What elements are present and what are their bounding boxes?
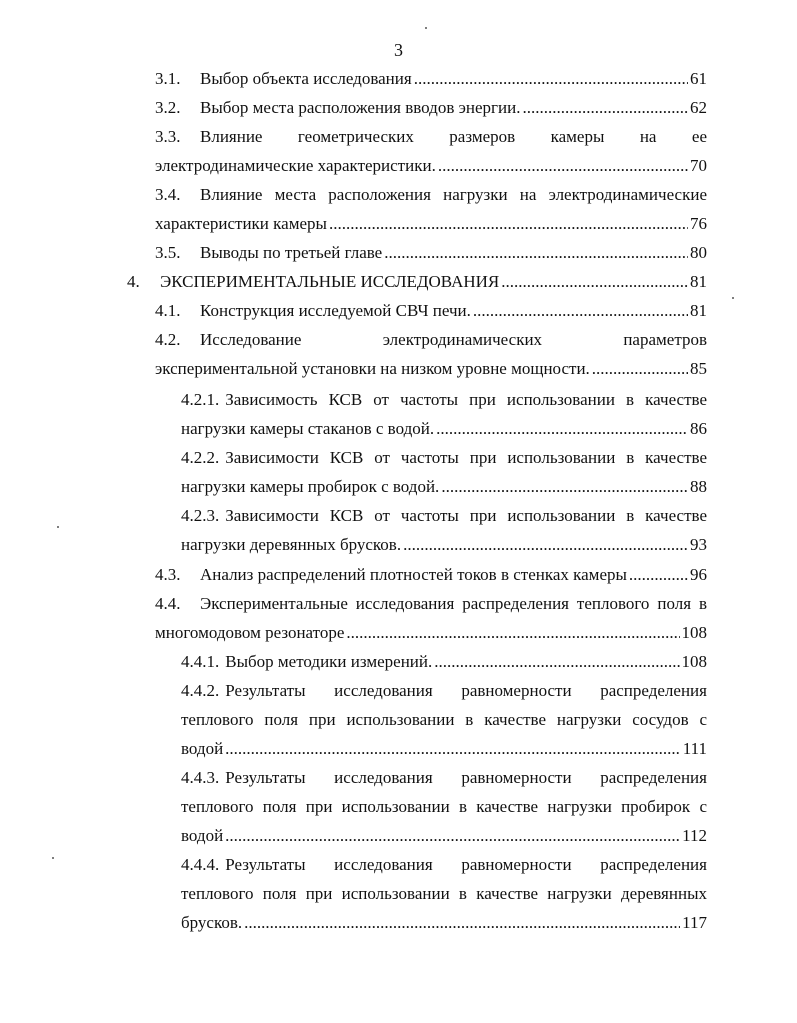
toc-entry-4-4-2-line2 (181, 705, 707, 734)
dot-leader (438, 151, 688, 180)
entry-title-line: теплового поля при использовании в качестве нагрузки деревянных (181, 884, 707, 903)
toc-entry-4-4-1[interactable] (181, 647, 707, 676)
entry-number: 4.2.3. (181, 506, 220, 525)
scan-speck (732, 297, 734, 299)
entry-page: 81 (690, 272, 707, 291)
word: исследования (334, 768, 433, 787)
dot-leader (592, 354, 688, 383)
entry-title: Выбор объекта исследования (200, 69, 412, 88)
entry-number: 4.4.1. (181, 652, 220, 671)
entry-title: ЭКСПЕРИМЕНТАЛЬНЫЕ ИССЛЕДОВАНИЯ (160, 272, 500, 291)
entry-page: 81 (690, 301, 707, 320)
word: равномерности (461, 768, 572, 787)
entry-title: Конструкция исследуемой СВЧ печи. (200, 301, 471, 320)
toc-entry-4-4-cont (155, 618, 707, 647)
entry-title-cont: нагрузки камеры пробирок с водой. (181, 477, 440, 496)
dot-leader (434, 647, 679, 676)
dot-leader (473, 296, 688, 325)
entry-page: 70 (690, 156, 707, 175)
word: равномерности (461, 855, 572, 874)
entry-title: Выводы по третьей главе (200, 243, 383, 262)
dot-leader (384, 238, 688, 267)
entry-title-cont: многомодовом резонаторе (155, 623, 345, 642)
dot-leader (441, 472, 688, 501)
scan-speck (57, 526, 59, 528)
entry-page: 61 (690, 69, 707, 88)
entry-page: 86 (690, 419, 707, 438)
toc-entry-3-2[interactable] (155, 93, 707, 122)
entry-number: 4.4.2. (181, 681, 220, 700)
word: Исследование (200, 330, 302, 349)
word: распределения (600, 855, 707, 874)
entry-number: 4.4.4. (181, 855, 220, 874)
toc-entry-4-2-cont (155, 354, 707, 383)
toc-entry-4-4[interactable] (155, 589, 707, 618)
entry-number: 4. (127, 272, 140, 291)
toc-entry-4-4-3-cont (181, 821, 707, 850)
entry-page: 80 (690, 243, 707, 262)
entry-page: 112 (682, 826, 707, 845)
word: геометрических (297, 127, 414, 146)
entry-page: 96 (690, 565, 707, 584)
scan-speck (425, 27, 427, 29)
dot-leader (244, 908, 680, 937)
dot-leader (225, 821, 680, 850)
toc-entry-4-4-3-line2 (181, 792, 707, 821)
entry-number: 3.2. (155, 98, 181, 117)
dot-leader (414, 64, 688, 93)
word: электродинамических (382, 330, 543, 349)
page-number: 3 (394, 40, 403, 60)
entry-page: 62 (690, 98, 707, 117)
entry-title-line: теплового поля при использовании в качестве нагрузки пробирок с (181, 797, 707, 816)
entry-title: Анализ распределений плотностей токов в стенках камеры (200, 565, 627, 584)
entry-title: Выбор места расположения вводов энергии. (200, 98, 521, 117)
entry-number: 4.4.3. (181, 768, 220, 787)
dot-leader (225, 734, 681, 763)
entry-page: 108 (681, 652, 707, 671)
entry-number: 4.3. (155, 565, 181, 584)
toc-entry-4-2-2-cont (181, 472, 707, 501)
entry-title-cont: экспериментальной установки на низком уровне мощности. (155, 359, 590, 378)
entry-title-line: Влияние места расположения нагрузки на электродинамические (200, 185, 707, 204)
word: Результаты (225, 855, 306, 874)
entry-page: 93 (690, 535, 707, 554)
toc-entry-3-3-cont (155, 151, 707, 180)
toc-entry-4[interactable] (127, 267, 707, 296)
toc-entry-4-2-2[interactable] (181, 443, 707, 472)
entry-page: 111 (682, 739, 707, 758)
dot-leader (629, 560, 688, 589)
entry-number: 4.4. (155, 594, 181, 613)
entry-number: 3.5. (155, 243, 181, 262)
entry-title-line (200, 122, 707, 151)
toc-entry-4-1[interactable] (155, 296, 707, 325)
entry-number: 3.4. (155, 185, 181, 204)
entry-page: 85 (690, 359, 707, 378)
word: параметров (623, 330, 707, 349)
entry-number: 4.2. (155, 330, 181, 349)
toc-entry-3-5[interactable] (155, 238, 707, 267)
toc-entry-3-3[interactable] (155, 122, 707, 151)
toc-entry-3-4[interactable] (155, 180, 707, 209)
entry-number: 4.2.1. (181, 390, 220, 409)
word: Влияние (200, 127, 263, 146)
toc-entry-3-4-cont (155, 209, 707, 238)
dot-leader (522, 93, 688, 122)
entry-title-line: Зависимости КСВ от частоты при использовании в качестве (225, 506, 707, 525)
word: распределения (600, 768, 707, 787)
entry-title-line: теплового поля при использовании в качестве нагрузки сосудов с (181, 710, 707, 729)
entry-number: 3.1. (155, 69, 181, 88)
entry-title-line (225, 850, 707, 879)
entry-page: 76 (690, 214, 707, 233)
entry-title-line: Экспериментальные исследования распределения теплового поля в (200, 594, 707, 613)
word: исследования (334, 855, 433, 874)
dot-leader (346, 618, 679, 647)
word: ее (691, 127, 707, 146)
toc-entry-4-2[interactable] (155, 325, 707, 354)
entry-number: 4.1. (155, 301, 181, 320)
entry-number: 3.3. (155, 127, 181, 146)
word: Результаты (225, 768, 306, 787)
entry-title-line: Зависимость КСВ от частоты при использовании в качестве (225, 390, 707, 409)
entry-title-cont: водой (181, 826, 224, 845)
dot-leader (403, 530, 688, 559)
entry-title-line (225, 676, 707, 705)
entry-title-line: Зависимости КСВ от частоты при использовании в качестве (225, 448, 707, 467)
scan-speck (52, 857, 54, 859)
dot-leader (329, 209, 688, 238)
toc-entry-4-4-4-line2 (181, 879, 707, 908)
entry-number: 4.2.2. (181, 448, 220, 467)
toc-entry-4-4-4-cont (181, 908, 707, 937)
entry-title-cont: брусков. (181, 913, 243, 932)
word: распределения (600, 681, 707, 700)
toc-entry-4-2-1-cont (181, 414, 707, 443)
word: на (639, 127, 657, 146)
toc-entry-4-2-1[interactable] (181, 385, 707, 414)
entry-title-cont: характеристики камеры (155, 214, 327, 233)
entry-title-cont: электродинамические характеристики. (155, 156, 436, 175)
toc-entry-4-2-3-cont (181, 530, 707, 559)
entry-title-line (200, 325, 707, 354)
entry-page: 108 (681, 623, 707, 642)
entry-title-cont: водой (181, 739, 224, 758)
entry-title-cont: нагрузки камеры стаканов с водой. (181, 419, 435, 438)
word: камеры (550, 127, 605, 146)
entry-page: 117 (682, 913, 707, 932)
toc-entry-4-4-2-cont (181, 734, 707, 763)
toc-entry-4-3[interactable] (155, 560, 707, 589)
word: исследования (334, 681, 433, 700)
entry-title: Выбор методики измерений. (225, 652, 433, 671)
dot-leader (501, 267, 688, 296)
entry-title-cont: нагрузки деревянных брусков. (181, 535, 402, 554)
toc-entry-4-4-3[interactable] (181, 763, 707, 792)
word: Результаты (225, 681, 306, 700)
entry-title-line (225, 763, 707, 792)
word: равномерности (461, 681, 572, 700)
word: размеров (449, 127, 516, 146)
toc-entry-4-4-2[interactable] (181, 676, 707, 705)
dot-leader (436, 414, 688, 443)
entry-page: 88 (690, 477, 707, 496)
toc-entry-4-2-3[interactable] (181, 501, 707, 530)
toc-entry-3-1[interactable] (155, 64, 707, 93)
toc-entry-4-4-4[interactable] (181, 850, 707, 879)
